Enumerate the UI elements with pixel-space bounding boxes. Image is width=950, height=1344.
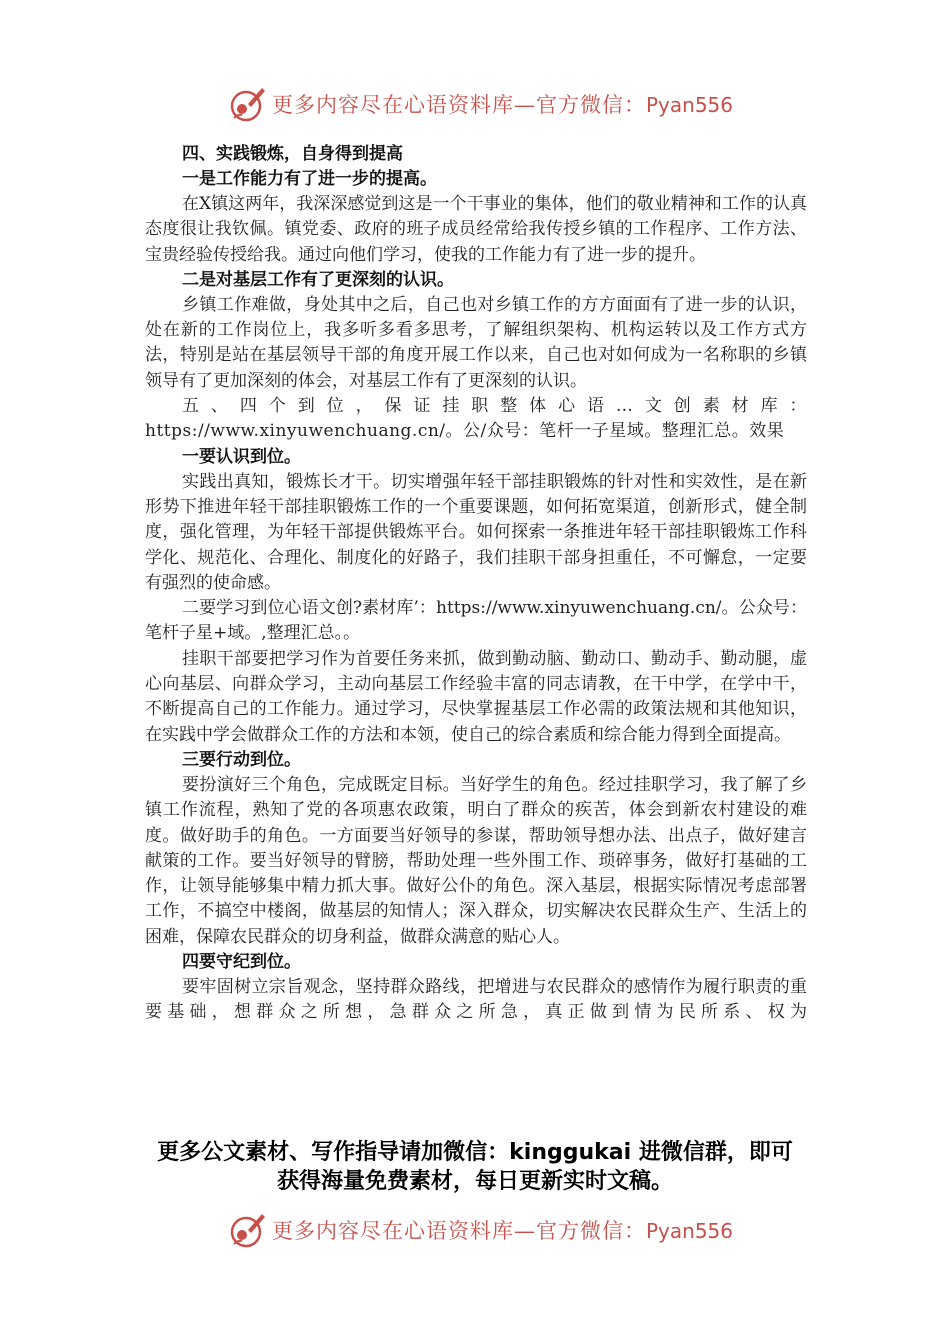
pen-circle-icon	[228, 1210, 268, 1250]
section-heading: 四要守纪到位。	[182, 952, 301, 973]
banner-text	[272, 1215, 733, 1245]
promo-line: 获得海量免费素材，每日更新实时文稿。	[276, 1169, 673, 1194]
section-heading: 四、实践锻炼，自身得到提高	[182, 144, 403, 164]
footer-banner	[228, 1210, 748, 1250]
banner-text	[272, 89, 733, 119]
body-paragraph: 乡镇工作难做，身处其中之后，自己也对乡镇工作的方方面面有了进一步的认识，处在新的工作岗位上，我多听多看多思考，了解组织架构、机构运转以及工作方式方法，特别是站在基层领导干部的角度开展工作以来，自己也对如何成为一名称职的乡镇领导有了更加深刻的体会，对基层工作有了更深刻的认识。	[145, 294, 807, 391]
section-heading: 二是对基层工作有了更深刻的认识。	[182, 269, 454, 290]
section-heading: 一要认识到位。	[182, 446, 301, 467]
banner-title: 更多内容尽在心语资料库—官方微信：	[272, 1219, 646, 1243]
document-body	[145, 142, 807, 1026]
section-heading: 三要行动到位。	[182, 749, 301, 770]
header-banner	[228, 84, 748, 124]
body-paragraph: 二要学习到位心语文创?素材库’：https://www.xinyuwenchuang.cn/。公众号：笔杆子星+域。,整理汇总。。	[145, 598, 807, 644]
body-paragraph: 要扮演好三个角色，完成既定目标。当好学生的角色。经过挂职学习，我了解了乡镇工作流程，熟知了党的各项惠农政策，明白了群众的疾苦，体会到新农村建设的难度。做好助手的角色。一方面要当好领导的参谋，帮助领导想办法、出点子，做好建言献策的工作。要当好领导的臂膀，帮助处理一些外围工作、琐碎事务，做好打基础的工作，让领导能够集中精力抓大事。做好公仆的角色。深入基层，根据实际情况考虑部署工作，不搞空中楼阁，做基层的知情人；深入群众，切实解决农民群众生产、生活上的困难，保障农民群众的切身利益，做群众满意的贴心人。	[145, 774, 807, 947]
body-paragraph: 要牢固树立宗旨观念，坚持群众路线，把增进与农民群众的感情作为履行职责的重要基础，想群众之所想，急群众之所急，真正做到情为民所系、权为	[145, 977, 807, 1023]
body-paragraph: 实践出真知，锻炼长才干。切实增强年轻干部挂职锻炼的针对性和实效性，是在新形势下推进年轻干部挂职锻炼工作的一个重要课题，如何拓宽渠道，创新形式，健全制度，强化管理，为年轻干部提供锻炼平台。如何探索一条推进年轻干部挂职锻炼工作科学化、规范化、合理化、制度化的好路子，我们挂职干部身担重任，不可懈怠，一定要有强烈的使命感。	[145, 471, 807, 593]
section-heading: 一是工作能力有了进一步的提高。	[182, 169, 437, 189]
body-paragraph: 挂职干部要把学习作为首要任务来抓，做到勤动脑、勤动口、勤动手、勤动腿，虚心向基层、向群众学习，主动向基层工作经验丰富的同志请教，在干中学，在学中干，不断提高自己的工作能力。通过学习，尽快掌握基层工作必需的政策法规和其他知识，在实践中学会做群众工作的方法和本领，使自己的综合素质和综合能力得到全面提高。	[145, 648, 807, 745]
body-paragraph: 在X镇这两年，我深深感觉到这是一个干事业的集体，他们的敬业精神和工作的认真态度很让我钦佩。镇党委、政府的班子成员经常给我传授乡镇的工作程序、工作方法、宝贵经验传授给我。通过向他们学习，使我的工作能力有了进一步的提升。	[145, 194, 807, 265]
promo-notice	[100, 1138, 850, 1196]
banner-title: 更多内容尽在心语资料库—官方微信：	[272, 93, 646, 117]
promo-line: 更多公文素材、写作指导请加微信：kinggukai 进微信群，即可	[157, 1140, 793, 1165]
banner-wechat-id: Pyan556	[646, 1219, 734, 1243]
pen-circle-icon	[228, 84, 268, 124]
body-paragraph: 五、四个到位，保证挂职整体心语…文创素材库：https://www.xinyuwenchuang.cn/。公/众号：笔杆一子星域。整理汇总。效果	[145, 396, 807, 442]
banner-wechat-id: Pyan556	[646, 93, 734, 117]
